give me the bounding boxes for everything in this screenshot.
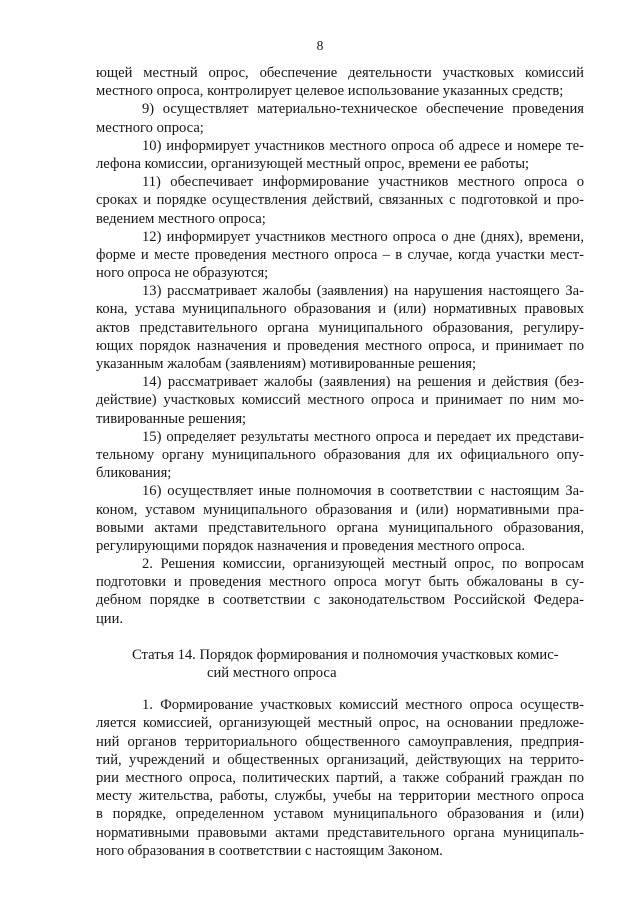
list-item-9 [96, 100, 584, 136]
text-line: 11) обеспечивает информирование участников местного опроса о [142, 174, 584, 191]
text-line: подготовки и проведения местного опроса могут быть обжалованы в су- [96, 574, 584, 591]
text-line: 10) информирует участников местного опроса об адресе и номере те- [142, 137, 584, 154]
text-line: в порядке, определенном уставом муниципального образования и (или) [96, 806, 584, 823]
text-line: действие) участковых комиссий местного опроса и принимает по ним мо- [96, 392, 584, 409]
list-item-13 [96, 282, 584, 373]
text-line: местного опроса, контролирует целевое использование указанных средств; [96, 83, 564, 100]
text-line: лефона комиссии, организующей местный опрос, времени ее работы; [96, 155, 530, 172]
list-item-12 [96, 228, 584, 283]
list-item-14 [96, 373, 584, 428]
paragraph-2 [96, 555, 584, 628]
text-line: нормативными правовыми актами представительного органа муниципаль- [96, 824, 584, 841]
list-item-16 [96, 482, 584, 555]
text-line: ведением местного опроса; [96, 210, 266, 227]
text-line: местного опроса; [96, 119, 204, 136]
list-item-10 [96, 137, 584, 173]
text-line: актов представительного органа муниципального образования, регулиру- [96, 319, 584, 336]
body-text [96, 64, 584, 860]
text-line: коном, уставом муниципального образования и (или) нормативными пра- [96, 501, 584, 518]
text-line: 1. Формирование участковых комиссий местного опроса осуществ- [142, 697, 584, 714]
article-14-paragraph-1 [96, 696, 584, 860]
text-line: 9) осуществляет материально-техническое обеспечение проведения [142, 101, 584, 118]
text-line: месту жительства, работы, службы, учебы на территории местного опроса [96, 788, 584, 805]
text-line: тивированные решения; [96, 410, 247, 427]
article-14-heading [96, 646, 584, 682]
paragraph-continuation [96, 64, 584, 100]
heading-line: сий местного опроса [207, 665, 337, 681]
text-line: 2. Решения комиссии, организующей местный опрос, по вопросам [142, 556, 584, 573]
text-line: 16) осуществляет иные полномочия в соответствии с настоящим За- [142, 483, 584, 500]
text-line: рии местного опроса, политических партий, а также собраний граждан по [96, 769, 584, 786]
text-line: дебном порядке в соответствии с законодательством Российской Федера- [96, 592, 584, 609]
text-line: 15) определяет результаты местного опроса и передает их представи- [142, 428, 584, 445]
text-line: тий, учреждений и общественных организаций, действующих на террито- [96, 751, 584, 768]
text-line: ющих порядок назначения и проведения местного опроса, и принимает по [96, 337, 584, 354]
text-line: 13) рассматривает жалобы (заявления) на нарушения настоящего За- [142, 283, 584, 300]
text-line: ного опроса не образуются; [96, 265, 269, 282]
text-line: ний органов территориального общественного самоуправления, предприя- [96, 733, 584, 750]
list-item-11 [96, 173, 584, 228]
text-line: форме и месте проведения местного опроса – в случае, когда участки мест- [96, 246, 584, 263]
text-line: ного образования в соответствии с настоящим Законом. [96, 842, 443, 859]
text-line: кона, устава муниципального образования и (или) нормативных правовых [96, 301, 584, 318]
text-line: ции. [96, 610, 124, 627]
text-line: бликования; [96, 465, 172, 482]
text-line: указанным жалобам (заявлениям) мотивированные решения; [96, 356, 477, 372]
text-line: 12) информирует участников местного опроса о дне (днях), времени, [142, 228, 584, 245]
list-item-15 [96, 428, 584, 483]
text-line: сроках и порядке осуществления действий, связанных с подготовкой и про- [96, 192, 584, 209]
text-line: ющей местный опрос, обеспечение деятельности участковых комиссий [96, 65, 584, 81]
text-line: регулирующими порядок назначения и проведения местного опроса. [96, 537, 525, 554]
heading-line: Статья 14. Порядок формирования и полномочия участковых комис- [132, 646, 559, 663]
text-line: тельному органу муниципального образования для их официального опу- [96, 446, 584, 463]
text-line: ляется комиссией, организующей местный опрос, на основании предложе- [96, 715, 584, 732]
text-line: 14) рассматривает жалобы (заявления) на решения и действия (без- [142, 374, 584, 391]
text-line: вовыми актами представительного органа муниципального образования, [96, 519, 584, 536]
page-number: 8 [316, 38, 324, 53]
